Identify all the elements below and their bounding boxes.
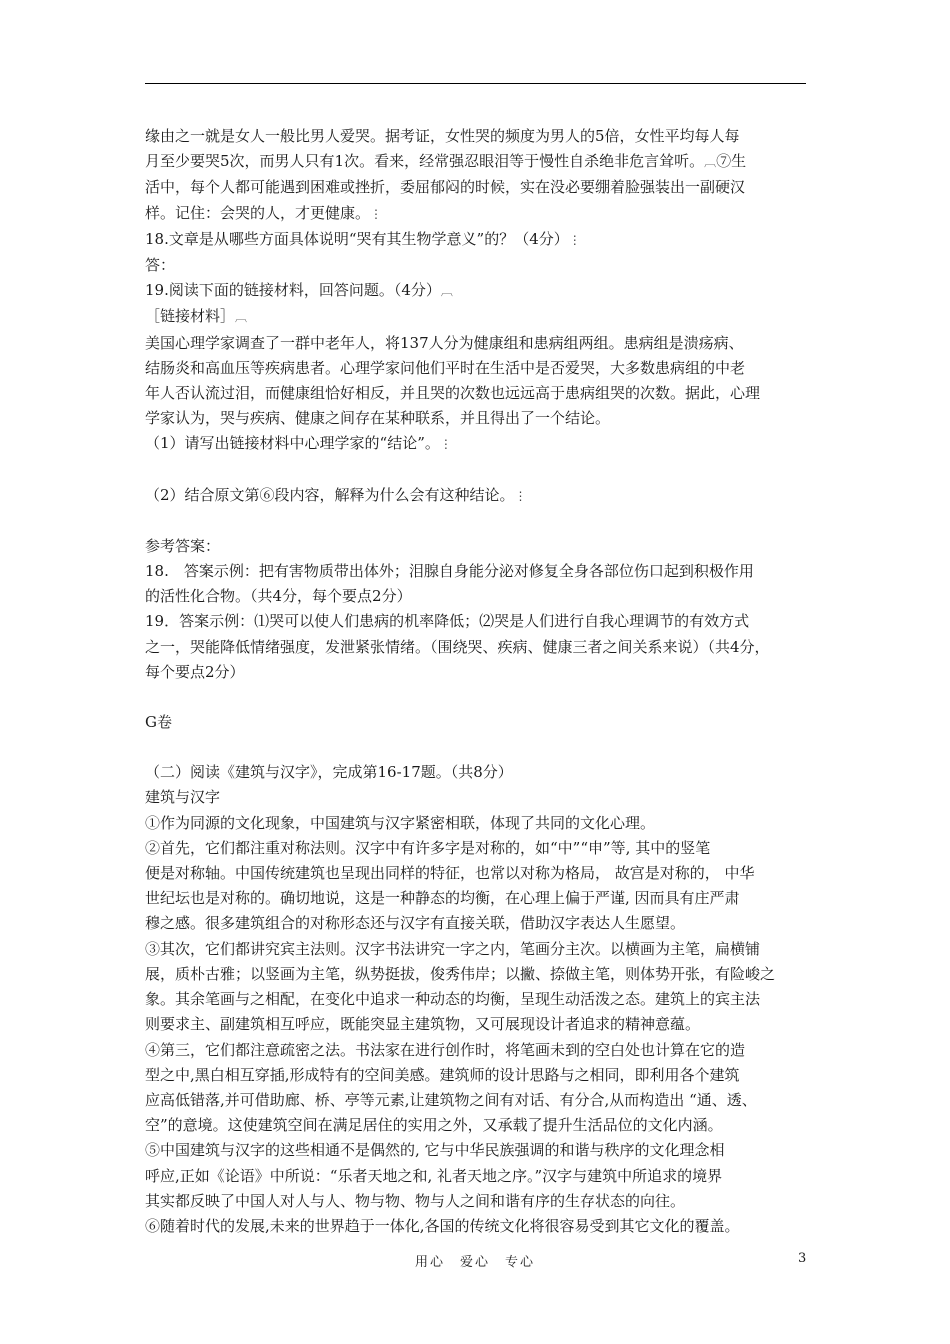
- text-line: 象。其余笔画与之相配，在变化中追求一种动态的均衡，呈现生动活泼之态。建筑上的宾主法: [145, 990, 761, 1009]
- text-line: ②首先，它们都注重对称法则。汉字中有许多字是对称的，如“中”“申”等, 其中的竖笔: [145, 838, 711, 857]
- paragraph-mark-icon: ︹: [440, 284, 453, 299]
- section-heading: （二）阅读《建筑与汉字》，完成第16-17题。（共8分）: [145, 763, 513, 782]
- text-line: ⑤中国建筑与汉字的这些相通不是偶然的, 它与中华民族强调的和谐与秩序的文化理念相: [145, 1141, 725, 1160]
- text-line: 呼应,正如《论语》中所说：“乐者天地之和, 礼者天地之序。”汉字与建筑中所追求的境界: [145, 1166, 723, 1185]
- section-label: G卷: [145, 713, 172, 732]
- question-19: 19.阅读下面的链接材料，回答问题。（4分）︹: [145, 281, 453, 300]
- header-rule: [145, 83, 806, 84]
- link-material-title: ［链接材料］︹: [145, 307, 248, 326]
- text-line: 其实都反映了中国人对人与人、物与物、物与人之间和谐有序的生存状态的向往。: [145, 1191, 686, 1210]
- text-line: ④第三，它们都注意疏密之法。书法家在进行创作时，将笔画未到的空白处也计算在它的造: [145, 1040, 746, 1059]
- paragraph-mark-icon: ︹: [704, 155, 717, 170]
- document-body: [145, 124, 810, 1239]
- text-line: 缘由之一就是女人一般比男人爱哭。据考证，女性哭的频度为男人的5倍，女性平均每人每: [145, 127, 740, 145]
- text-line: 展，质朴古雅；以竖画为主笔，纵势挺拔，俊秀伟岸；以撇、捺做主笔，则体势开张，有险峻之: [145, 964, 776, 983]
- question-18: 18.文章是从哪些方面具体说明“哭有其生物学意义”的？（4分）⋮: [145, 229, 581, 248]
- line-break-mark-icon: ⋮: [568, 232, 581, 247]
- footer-text: 用心 爱心 专心: [414, 1255, 535, 1270]
- answer-line: 18. 答案示例：把有害物质带出体外；泪腺自身能分泌对修复全身各部位伤口起到积极作用: [145, 562, 754, 581]
- answer-line: 19．答案示例：⑴哭可以使人们患病的机率降低；⑵哭是人们进行自我心理调节的有效方式: [145, 612, 750, 631]
- text-line: 穆之感。很多建筑组合的对称形态还与汉字有直接关联，借助汉字表达人生愿望。: [145, 914, 686, 933]
- reference-answer-heading: 参考答案：: [145, 536, 221, 555]
- text-line: 应高低错落,并可借助廊、桥、亭等元素,让建筑物之间有对话、有分合,从而构造出 “通、透、: [145, 1090, 757, 1109]
- text-line: 结肠炎和高血压等疾病患者。心理学家问他们平时在生活中是否爱哭，大多数患病组的中老: [145, 358, 746, 377]
- answer-line: 之一，哭能降低情绪强度，发泄紧张情绪。（围绕哭、疾病、健康三者之间关系来说）（共4分，: [145, 637, 770, 656]
- text-line: ⑥随着时代的发展,未来的世界趋于一体化,各国的传统文化将很容易受到其它文化的覆盖。: [145, 1216, 740, 1235]
- page-number: 3: [798, 1251, 807, 1266]
- sub-question-1: （1）请写出链接材料中心理学家的“结论”。⋮: [145, 434, 452, 453]
- text-line: 样。记住：会哭的人，才更健康。⋮: [145, 203, 383, 222]
- text-line: 美国心理学家调查了一群中老年人，将137人分为健康组和患病组两组。患病组是溃疡病、: [145, 333, 744, 352]
- text-line: 学家认为，哭与疾病、健康之间存在某种联系，并且得出了一个结论。: [145, 409, 611, 428]
- text-line: 便是对称轴。中国传统建筑也呈现出同样的特征，也常以对称为格局， 故宫是对称的， 中华: [145, 864, 755, 883]
- text-line: 型之中,黑白相互穿插,形成特有的空间美感。建筑师的设计思路与之相同，即利用各个建筑: [145, 1065, 740, 1084]
- answer-label: 答：: [145, 256, 176, 275]
- answer-line: 的活性化合物。（共4分，每个要点2分）: [145, 587, 412, 606]
- sub-question-2: （2）结合原文第⑥段内容，解释为什么会有这种结论。⋮: [145, 485, 527, 504]
- article-title: 建筑与汉字: [145, 788, 221, 807]
- line-break-mark-icon: ⋮: [370, 206, 383, 221]
- text-line: 年人否认流过泪，而健康组恰好相反，并且哭的次数也远远高于患病组哭的次数。据此，心理: [145, 384, 761, 403]
- text-line: 活中，每个人都可能遇到困难或挫折，委屈郁闷的时候，实在没必要绷着脸强装出一副硬汉: [145, 178, 746, 197]
- text-line: 空”的意境。这使建筑空间在满足居住的实用之外，又承载了提升生活品位的文化内涵。: [145, 1116, 723, 1135]
- text-line: 则要求主、副建筑相互呼应，既能突显主建筑物，又可展现设计者追求的精神意蕴。: [145, 1015, 701, 1034]
- line-break-mark-icon: ⋮: [514, 488, 527, 503]
- text-line: ①作为同源的文化现象，中国建筑与汉字紧密相联，体现了共同的文化心理。: [145, 813, 656, 832]
- text-line: ③其次，它们都讲究宾主法则。汉字书法讲究一字之内，笔画分主次。以横画为主笔，扁横铺: [145, 939, 761, 958]
- line-break-mark-icon: ⋮: [439, 437, 452, 452]
- text-line: 月至少要哭5次，而男人只有1次。看来，经常强忍眼泪等于慢性自杀绝非危言耸听。︹⑦生: [145, 152, 747, 171]
- text-line: 世纪坛也是对称的。确切地说，这是一种静态的均衡，在心理上偏于严谨, 因而具有庄严肃: [145, 889, 740, 908]
- answer-line: 每个要点2分）: [145, 662, 245, 681]
- paragraph-mark-icon: ︹: [235, 310, 248, 325]
